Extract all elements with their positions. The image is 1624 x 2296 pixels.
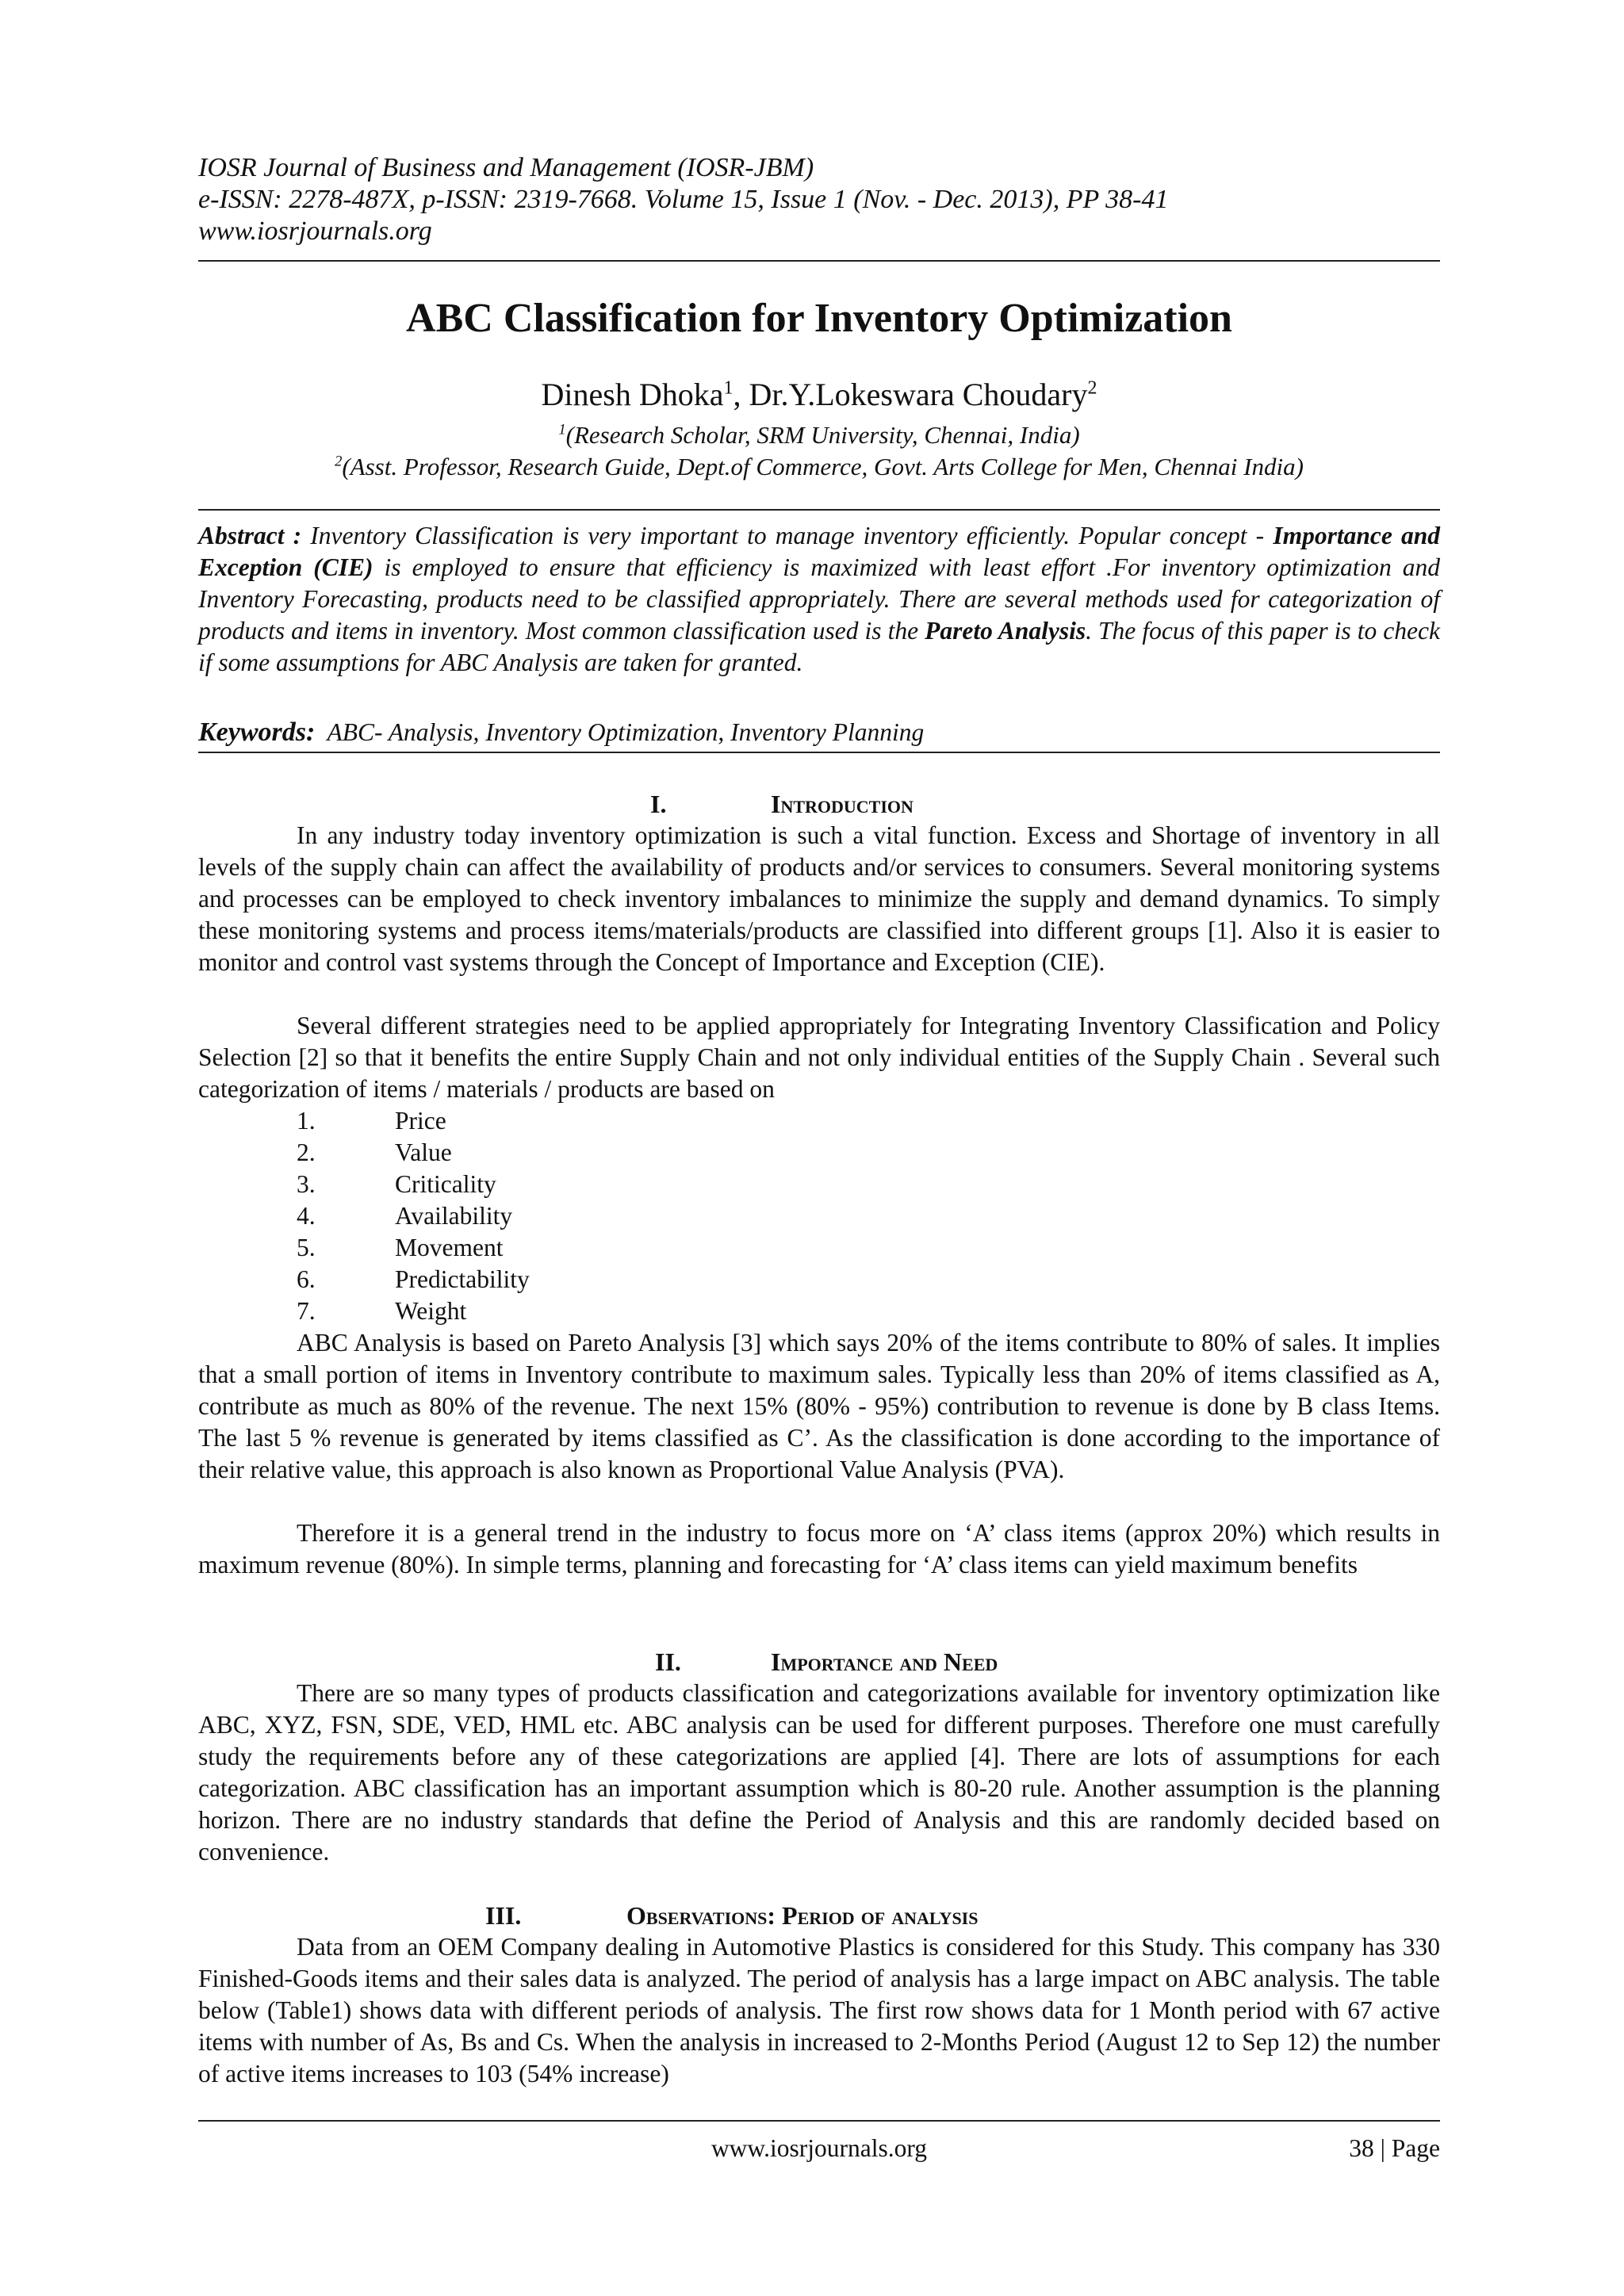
journal-header <box>198 152 1440 247</box>
section-1-number: I. <box>650 790 667 818</box>
section-1-paragraph-3: ABC Analysis is based on Pareto Analysis [3] which says 20% of the items contribute to 80% of sales. It implies that a small portion of items in Inventory contribute to maximum sales. Typically less than 20% of items classified as A, contribute as much as 80% of the revenue. The next 15% (80% - 95%) contribution to revenue is done by B class Items. The last 5 % revenue is generated by items classified as C’. As the classification is done according to the importance of their relative value, this approach is also known as Proportional Value Analysis (PVA). <box>198 1329 1440 1483</box>
author-separator: , <box>733 377 749 412</box>
section-1-paragraph-1: In any industry today inventory optimization is such a vital function. Excess and Shortage of inventory in all levels of the supply chain can affect the availability of products and/or services to consumers. Several monitoring systems and processes can be employed to check inventory imbalances to minimize the supply and demand dynamics. To simply these monitoring systems and process items/materials/products are classified into different groups [1]. Also it is easier to monitor and control vast systems through the Concept of Importance and Exception (CIE). <box>198 821 1440 976</box>
journal-name: IOSR Journal of Business and Management (IOSR-JBM) <box>198 153 814 182</box>
header-rule <box>198 260 1440 262</box>
section-3-number: III. <box>485 1901 522 1930</box>
abstract-top-rule <box>198 509 1440 511</box>
affiliation-2-text: (Asst. Professor, Research Guide, Dept.of Commerce, Govt. Arts College for Men, Chennai India) <box>342 453 1304 480</box>
list-item: 7. Weight <box>297 1297 467 1325</box>
abstract-text-3: . The focus of this paper is to check if some assumptions for ABC Analysis are taken for granted. <box>198 617 1440 676</box>
keywords-text: ABC- Analysis, Inventory Optimization, Inventory Planning <box>327 718 925 746</box>
affiliation-1 <box>198 420 1440 450</box>
section-2-paragraph-1: There are so many types of products classification and categorizations available for inventory optimization like ABC, XYZ, FSN, SDE, VED, HML etc. ABC analysis can be used for different purposes. Therefore one must carefully study the requirements before any of these categorizations are applied [4]. There are lots of assumptions for each categorization. ABC classification has an important assumption which is 80-20 rule. Another assumption is the planning horizon. There are no industry standards that define the Period of Analysis and this are randomly decided based on convenience. <box>198 1679 1440 1866</box>
section-2-number: II. <box>655 1647 681 1676</box>
abstract-text-1: Inventory Classification is very important to manage inventory efficiently. Popular concept - <box>301 522 1274 549</box>
abstract-bold-1: Importance and Exception (CIE) <box>198 522 1440 581</box>
criteria-list <box>198 1105 1440 1327</box>
keywords-bottom-rule <box>198 752 1440 753</box>
keywords <box>198 717 1440 748</box>
abstract-bold-2: Pareto Analysis <box>925 617 1086 645</box>
footer-rule <box>198 2120 1440 2122</box>
section-3-title: Observations: Period of analysis <box>626 1901 979 1930</box>
journal-website: www.iosrjournals.org <box>198 216 432 246</box>
list-item: 4. Availability <box>297 1202 513 1230</box>
affiliation-2 <box>198 452 1440 482</box>
author-2: Dr.Y.Lokeswara Choudary <box>749 377 1088 412</box>
list-item: 5. Movement <box>297 1234 504 1261</box>
section-2-title: Importance and Need <box>771 1647 998 1676</box>
abstract <box>198 520 1440 679</box>
section-1-paragraph-2: Several different strategies need to be applied appropriately for Integrating Inventory Classification and Policy Selection [2] so that it benefits the entire Supply Chain and not only individual entities of the Supply Chain . Several such categorization of items / materials / products are based on <box>198 1012 1440 1103</box>
list-item: 2. Value <box>297 1138 452 1166</box>
list-item: 6. Predictability <box>297 1265 530 1293</box>
issn-line: e-ISSN: 2278-487X, p-ISSN: 2319-7668. Volume 15, Issue 1 (Nov. - Dec. 2013), PP 38-41 <box>198 185 1169 214</box>
page-number: 38 | Page <box>1349 2134 1440 2162</box>
author-1-sup: 1 <box>723 377 733 399</box>
paper-title: ABC Classification for Inventory Optimization <box>406 296 1232 341</box>
affiliation-1-text: (Research Scholar, SRM University, Chennai, India) <box>565 421 1080 449</box>
footer-website: www.iosrjournals.org <box>710 2134 928 2162</box>
list-item: 1. Price <box>297 1107 446 1135</box>
section-1-title: Introduction <box>771 790 914 818</box>
affiliation-2-sup: 2 <box>335 453 343 470</box>
affiliation-1-sup: 1 <box>558 421 566 438</box>
keywords-label: Keywords: <box>198 718 316 747</box>
section-1-paragraph-4: Therefore it is a general trend in the industry to focus more on ‘A’ class items (approx 20%) which results in maximum revenue (80%). In simple terms, planning and forecasting for ‘A’ class items can yield maximum benefits <box>198 1519 1440 1578</box>
author-1: Dinesh Dhoka <box>541 377 724 412</box>
author-2-sup: 2 <box>1087 377 1097 399</box>
list-item: 3. Criticality <box>297 1170 496 1198</box>
section-3-paragraph-1: Data from an OEM Company dealing in Automotive Plastics is considered for this Study. This company has 330 Finished-Goods items and their sales data is analyzed. The period of analysis has a large impact on ABC analysis. The table below (Table1) shows data with different periods of analysis. The first row shows data for 1 Month period with 67 active items with number of As, Bs and Cs. When the analysis in increased to 2-Months Period (August 12 to Sep 12) the number of active items increases to 103 (54% increase) <box>198 1933 1440 2087</box>
abstract-text-2: is employed to ensure that efficiency is maximized with least effort .For inventory optimization and Inventory Forecasting, products need to be classified appropriately. There are several methods used for categorization of products and items in inventory. Most common classification used is the <box>198 553 1440 645</box>
abstract-label: Abstract : <box>198 522 302 549</box>
author-line <box>198 376 1440 414</box>
